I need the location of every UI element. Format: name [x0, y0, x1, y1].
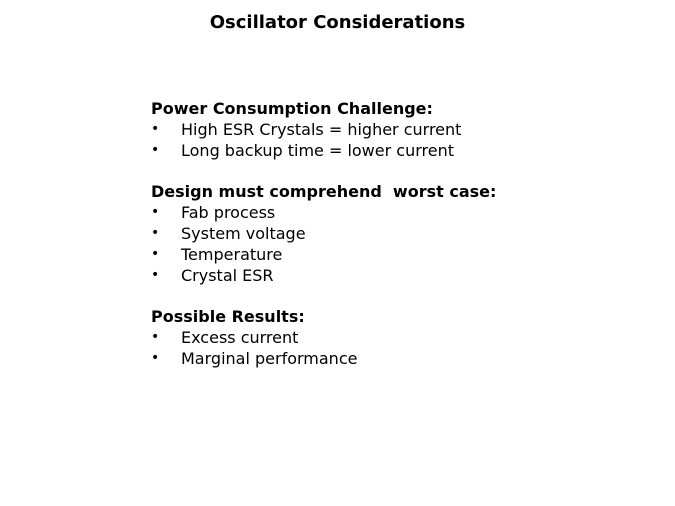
slide-content: [151, 98, 651, 369]
bullet-text: Fab process: [181, 203, 276, 222]
bullet-icon: •: [151, 350, 160, 366]
bullet-item: [151, 265, 651, 286]
section-heading: Power Consumption Challenge:: [151, 99, 433, 118]
bullet-text: Crystal ESR: [181, 266, 274, 285]
bullet-list: [151, 119, 651, 161]
bullet-item: [151, 202, 651, 223]
bullet-icon: •: [151, 121, 160, 137]
bullet-item: [151, 140, 651, 161]
bullet-icon: •: [151, 329, 160, 345]
bullet-item: [151, 348, 651, 369]
bullet-item: [151, 244, 651, 265]
bullet-icon: •: [151, 246, 160, 262]
bullet-item: [151, 119, 651, 140]
bullet-item: [151, 327, 651, 348]
bullet-icon: •: [151, 267, 160, 283]
bullet-icon: •: [151, 204, 160, 220]
bullet-text: Marginal performance: [181, 349, 358, 368]
slide-title: Oscillator Considerations: [209, 12, 466, 33]
section-heading: Design must comprehend worst case:: [151, 182, 497, 201]
bullet-text: Temperature: [181, 245, 283, 264]
section-power-consumption: [151, 98, 651, 161]
bullet-item: [151, 223, 651, 244]
bullet-list: [151, 202, 651, 286]
bullet-text: System voltage: [181, 224, 306, 243]
bullet-icon: •: [151, 142, 160, 158]
bullet-list: [151, 327, 651, 369]
bullet-text: High ESR Crystals = higher current: [181, 120, 462, 139]
section-heading: Possible Results:: [151, 307, 305, 326]
section-worst-case: [151, 181, 651, 286]
bullet-text: Excess current: [181, 328, 299, 347]
section-possible-results: [151, 306, 651, 369]
bullet-icon: •: [151, 225, 160, 241]
bullet-text: Long backup time = lower current: [181, 141, 454, 160]
